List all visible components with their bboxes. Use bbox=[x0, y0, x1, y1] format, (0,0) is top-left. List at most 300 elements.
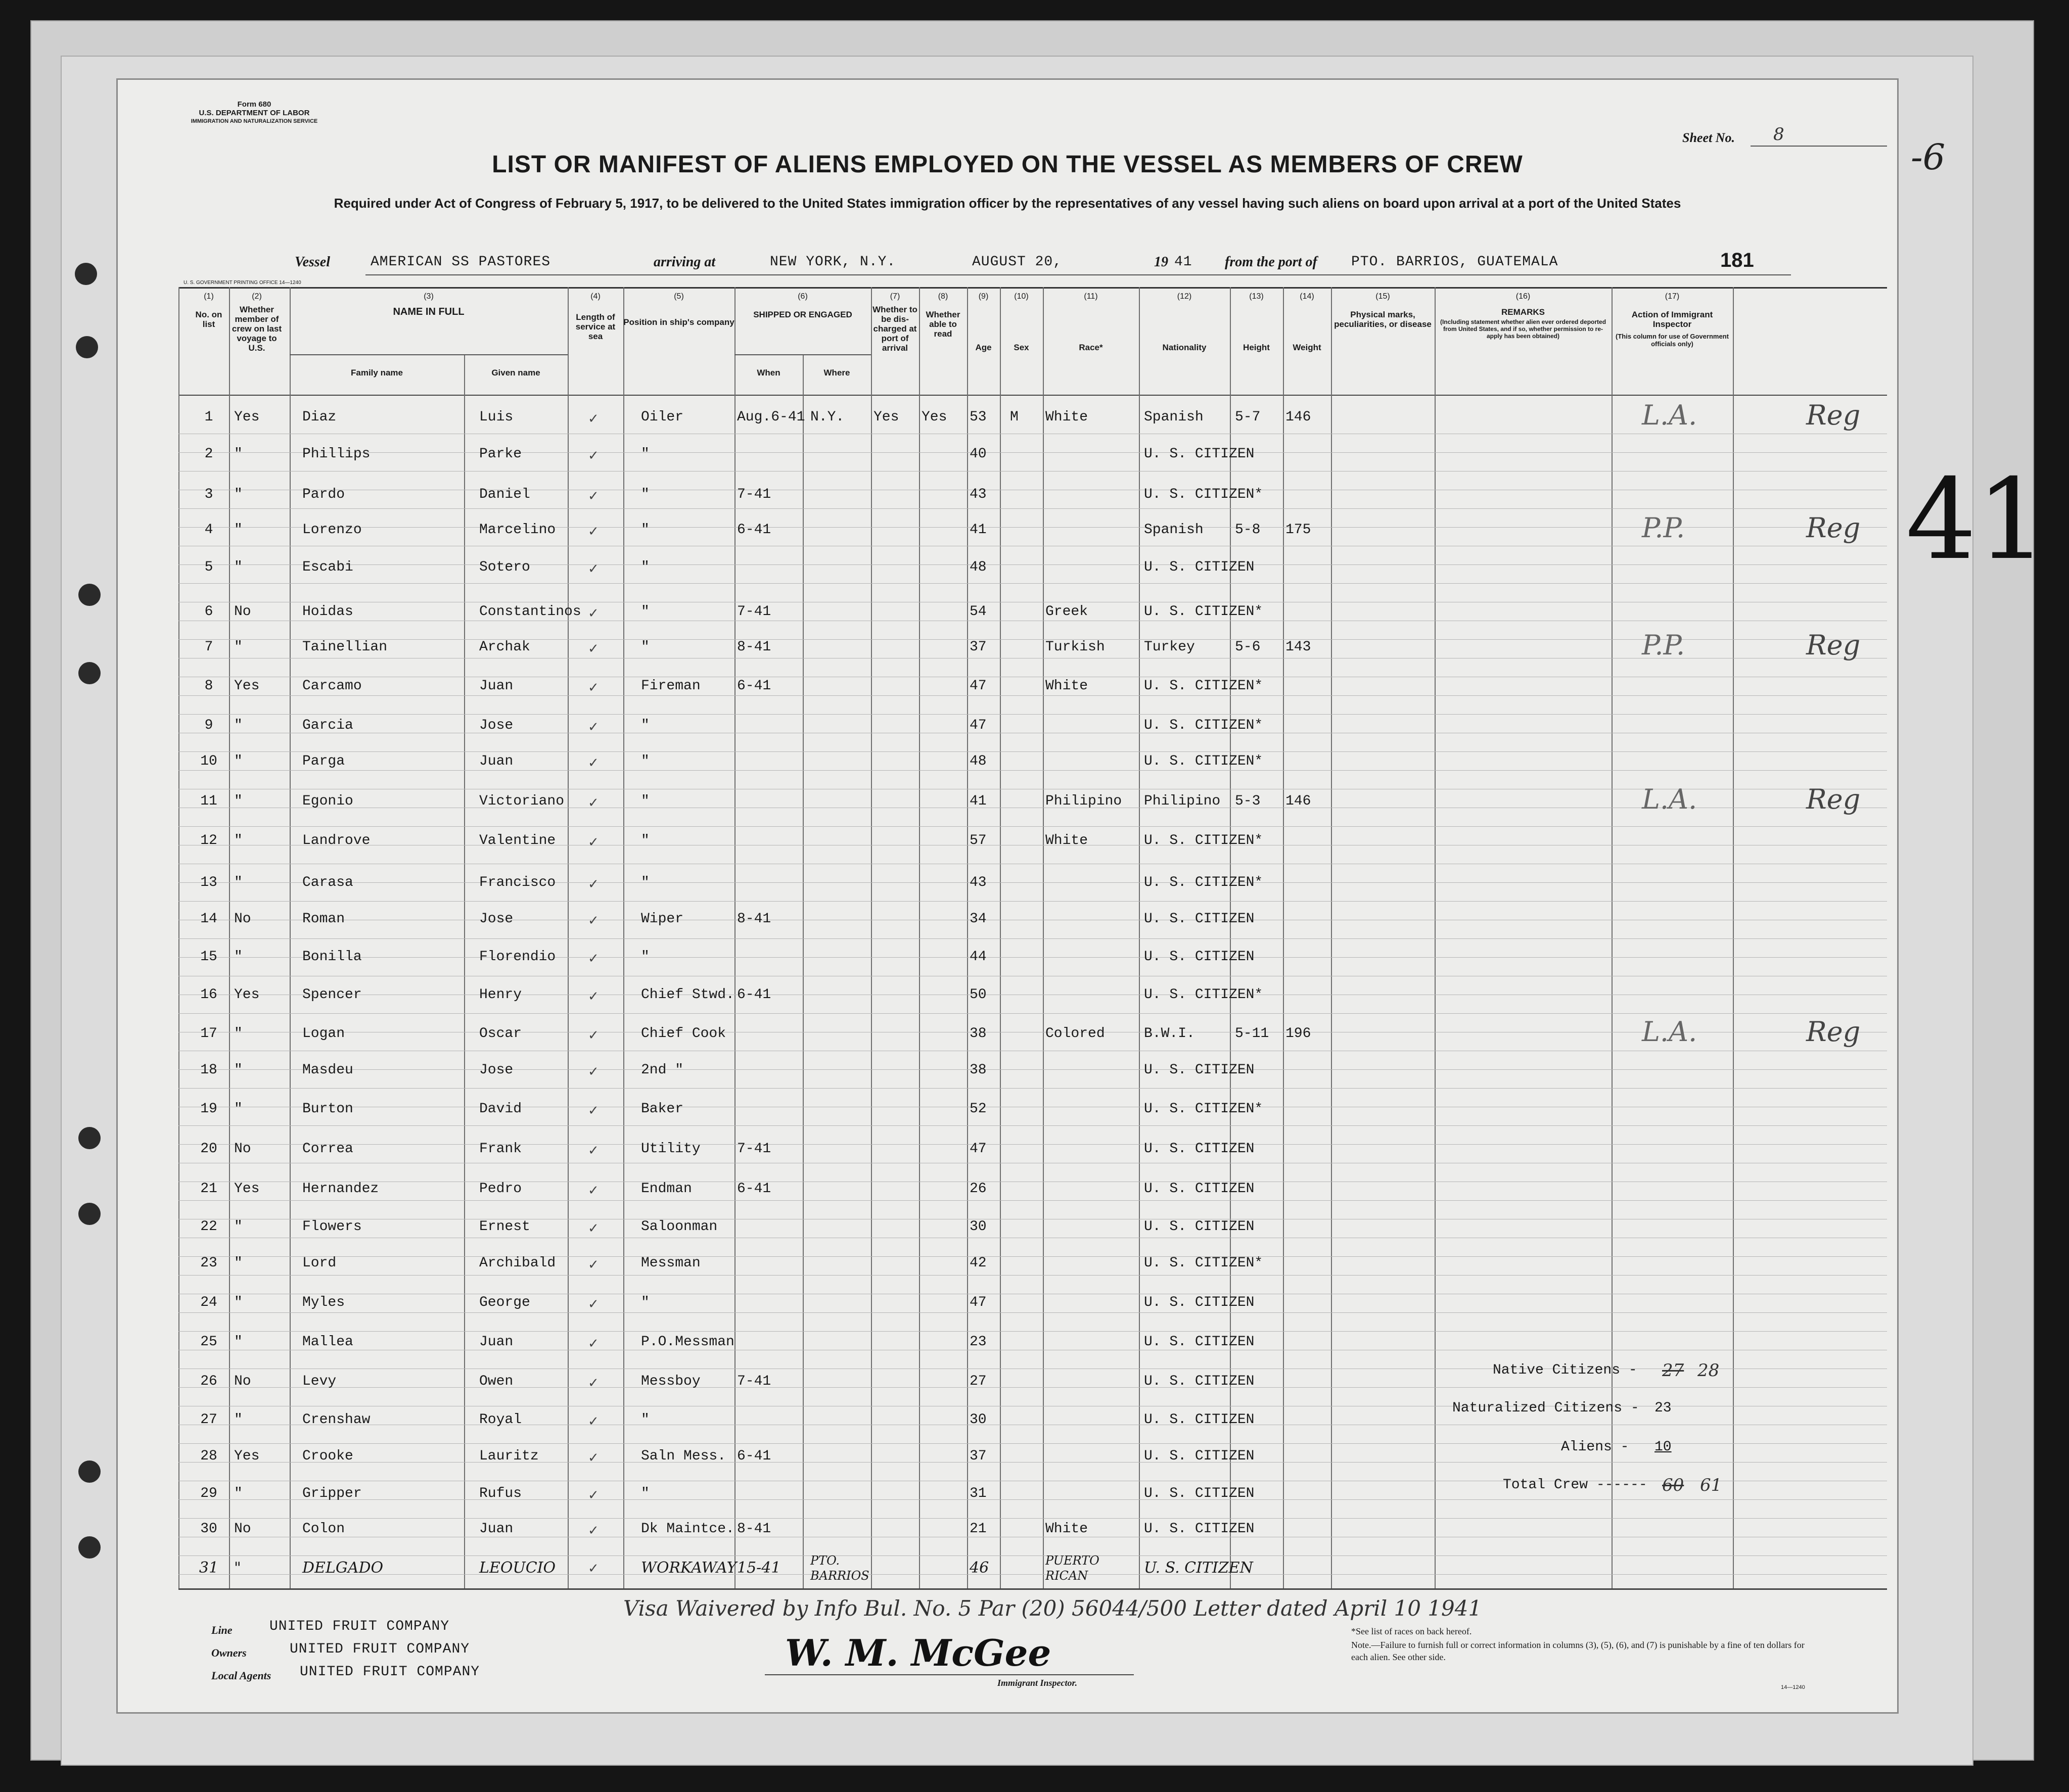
inspector-label: Immigrant Inspector. bbox=[997, 1678, 1078, 1688]
column-divider bbox=[967, 287, 968, 1588]
cell-last: " bbox=[234, 1412, 243, 1428]
cell-family: Mallea bbox=[302, 1334, 353, 1350]
cell-age: 54 bbox=[970, 604, 987, 620]
cell-nationality: Spanish bbox=[1144, 409, 1204, 425]
race-note: *See list of races on back hereof. bbox=[1351, 1626, 1472, 1636]
cell-family: Egonio bbox=[302, 793, 353, 809]
cell-given: Pedro bbox=[479, 1181, 522, 1197]
cell-age: 48 bbox=[970, 559, 987, 575]
form-info bbox=[189, 100, 320, 126]
cell-given: David bbox=[479, 1101, 522, 1117]
service-check-mark: ✓ bbox=[588, 448, 599, 463]
service-check-mark: ✓ bbox=[588, 680, 599, 695]
column-divider bbox=[1435, 287, 1436, 1588]
binder-hole bbox=[78, 662, 101, 684]
service-check-mark: ✓ bbox=[588, 1336, 599, 1351]
cell-given: Juan bbox=[479, 1334, 514, 1350]
vessel-underline bbox=[365, 274, 1791, 275]
row-line bbox=[178, 1574, 1887, 1575]
cell-position: " bbox=[641, 1412, 650, 1428]
cell-age: 52 bbox=[970, 1101, 987, 1117]
cell-age: 44 bbox=[970, 949, 987, 965]
cell-given: Jose bbox=[479, 718, 514, 733]
owners-value: UNITED FRUIT COMPANY bbox=[290, 1641, 470, 1657]
service-check-mark: ✓ bbox=[588, 913, 599, 928]
row-line bbox=[178, 1518, 1887, 1519]
cell-age: 31 bbox=[970, 1486, 987, 1501]
cell-when: 8-41 bbox=[737, 1521, 771, 1537]
cell-no: 2 bbox=[204, 446, 213, 462]
table-top-rule bbox=[178, 287, 1887, 289]
cell-last: " bbox=[234, 559, 243, 575]
colnum-1: (1) bbox=[204, 292, 214, 301]
local-agents-value: UNITED FRUIT COMPANY bbox=[300, 1664, 480, 1680]
cell-age: 37 bbox=[970, 639, 987, 655]
cell-given: Archibald bbox=[479, 1255, 556, 1271]
cell-last: No bbox=[234, 1141, 251, 1157]
cell-last: " bbox=[234, 793, 243, 809]
cell-nationality: U. S. CITIZEN bbox=[1144, 1181, 1255, 1197]
vessel-name: AMERICAN SS PASTORES bbox=[371, 254, 551, 270]
cell-given: Archak bbox=[479, 639, 530, 655]
cell-position: " bbox=[641, 753, 650, 769]
cell-position: Saln Mess. bbox=[641, 1448, 726, 1464]
cell-position: " bbox=[641, 1295, 650, 1310]
service-check-mark: ✓ bbox=[588, 1297, 599, 1312]
cell-position: " bbox=[641, 639, 650, 655]
cell-position: Chief Cook bbox=[641, 1026, 726, 1042]
column-divider bbox=[871, 287, 872, 1588]
row-line bbox=[178, 1144, 1887, 1145]
printing-office: U. S. GOVERNMENT PRINTING OFFICE 14—1240 bbox=[183, 280, 301, 286]
cell-nationality: U. S. CITIZEN bbox=[1144, 1062, 1255, 1078]
cell-no: 23 bbox=[200, 1255, 217, 1271]
cell-no: 13 bbox=[200, 875, 217, 890]
cell-when: 7-41 bbox=[737, 487, 771, 502]
cell-age: 48 bbox=[970, 753, 987, 769]
cell-race: Greek bbox=[1045, 604, 1088, 620]
sheet-line bbox=[1751, 146, 1887, 147]
row-line bbox=[178, 1200, 1887, 1201]
colnum-10: (10) bbox=[1014, 292, 1029, 301]
cell-last: Yes bbox=[234, 409, 260, 425]
cell-age: 47 bbox=[970, 1295, 987, 1310]
cell-given: Valentine bbox=[479, 833, 556, 848]
cell-given: LEOUCIO bbox=[479, 1559, 556, 1577]
colnum-15: (15) bbox=[1375, 292, 1390, 301]
column-divider bbox=[1230, 287, 1231, 1588]
cell-where: N.Y. bbox=[810, 409, 845, 425]
department: U.S. DEPARTMENT OF LABOR bbox=[199, 109, 310, 117]
cell-given: Sotero bbox=[479, 559, 530, 575]
owners-label: Owners bbox=[211, 1646, 247, 1659]
cell-last: " bbox=[234, 1295, 243, 1310]
header-given-name: Given name bbox=[491, 368, 540, 378]
cell-family: Burton bbox=[302, 1101, 353, 1117]
cell-family: Gripper bbox=[302, 1486, 362, 1501]
cell-given: Luis bbox=[479, 409, 514, 425]
cell-nationality: U. S. CITIZEN bbox=[1144, 446, 1255, 462]
cell-position: " bbox=[641, 487, 650, 502]
cell-age: 46 bbox=[970, 1559, 989, 1577]
cell-weight: 146 bbox=[1285, 793, 1311, 809]
cell-no: 30 bbox=[200, 1521, 217, 1537]
year-prefix: 19 bbox=[1154, 254, 1168, 270]
sheet-number: 8 bbox=[1773, 124, 1784, 145]
colnum-2: (2) bbox=[252, 292, 262, 301]
cell-nationality: U. S. CITIZEN bbox=[1144, 1219, 1255, 1235]
cell-position: Wiper bbox=[641, 911, 684, 927]
cell-given: Ernest bbox=[479, 1219, 530, 1235]
cell-family: Parga bbox=[302, 753, 345, 769]
cell-age: 27 bbox=[970, 1374, 987, 1389]
arrival-date: AUGUST 20, bbox=[972, 254, 1063, 270]
cell-family: Colon bbox=[302, 1521, 345, 1537]
colnum-17: (17) bbox=[1665, 292, 1680, 301]
cell-position: " bbox=[641, 559, 650, 575]
cell-given: Florendio bbox=[479, 949, 556, 965]
header-remarks-note: (Including statement whether alien ever ordered deported from United States, and if so, whether permission to re-apply has been obtained) bbox=[1440, 318, 1606, 340]
service-check-mark: ✓ bbox=[588, 1183, 599, 1198]
cell-position: Chief Stwd. bbox=[641, 987, 734, 1003]
cell-height: 5-3 bbox=[1235, 793, 1261, 809]
row-line bbox=[178, 826, 1887, 827]
cell-nationality: U. S. CITIZEN bbox=[1144, 1448, 1255, 1464]
table-header-rule bbox=[178, 395, 1887, 396]
cell-age: 50 bbox=[970, 987, 987, 1003]
row-line bbox=[178, 527, 1887, 528]
header-age: Age bbox=[975, 343, 992, 352]
cell-last: " bbox=[234, 1334, 243, 1350]
service: IMMIGRATION AND NATURALIZATION SERVICE bbox=[191, 118, 318, 124]
cell-last: No bbox=[234, 1521, 251, 1537]
cell-age: 43 bbox=[970, 875, 987, 890]
service-check-mark: ✓ bbox=[588, 641, 599, 656]
cell-age: 23 bbox=[970, 1334, 987, 1350]
cell-age: 37 bbox=[970, 1448, 987, 1464]
cell-last: " bbox=[234, 487, 243, 502]
arriving-port: NEW YORK, N.Y. bbox=[770, 254, 896, 270]
local-agents-label: Local Agents bbox=[211, 1669, 271, 1682]
colnum-9: (9) bbox=[978, 292, 989, 301]
cell-nationality: U. S. CITIZEN bbox=[1144, 1521, 1255, 1537]
cell-no: 11 bbox=[200, 793, 217, 809]
cell-no: 8 bbox=[204, 678, 213, 694]
cell-read: Yes bbox=[922, 409, 947, 425]
row-line bbox=[178, 564, 1887, 565]
cell-age: 40 bbox=[970, 446, 987, 462]
total-crew-old: 60 bbox=[1662, 1475, 1684, 1495]
cell-given: Juan bbox=[479, 1521, 514, 1537]
cell-when: 6-41 bbox=[737, 678, 771, 694]
cell-last: " bbox=[234, 875, 243, 890]
cell-when: 8-41 bbox=[737, 911, 771, 927]
cell-age: 42 bbox=[970, 1255, 987, 1271]
stamp-number: 181 bbox=[1720, 249, 1754, 271]
colnum-13: (13) bbox=[1249, 292, 1264, 301]
cell-height: 5-6 bbox=[1235, 639, 1261, 655]
cell-family: Landrove bbox=[302, 833, 371, 848]
cell-position: Messboy bbox=[641, 1374, 701, 1389]
form-code: 14—1240 bbox=[1781, 1684, 1805, 1690]
cell-age: 21 bbox=[970, 1521, 987, 1537]
inspector-action-initials: P.P. bbox=[1642, 629, 1685, 661]
cell-no: 3 bbox=[204, 487, 213, 502]
header-action: Action of Immigrant Inspector bbox=[1631, 310, 1713, 329]
cell-weight: 143 bbox=[1285, 639, 1311, 655]
cell-position: P.O.Messman bbox=[641, 1334, 734, 1350]
cell-no: 31 bbox=[199, 1559, 219, 1577]
native-citizens-label: Native Citizens - bbox=[1493, 1362, 1637, 1378]
native-citizens-old: 27 bbox=[1662, 1360, 1684, 1381]
row-line bbox=[178, 1312, 1887, 1313]
cell-height: 5-7 bbox=[1235, 409, 1261, 425]
cell-position: Saloonman bbox=[641, 1219, 718, 1235]
cell-no: 28 bbox=[200, 1448, 217, 1464]
shipped-subrule bbox=[734, 354, 871, 355]
inspector-action-status: Reg bbox=[1806, 512, 1861, 544]
cell-position: " bbox=[641, 875, 650, 890]
service-check-mark: ✓ bbox=[588, 1450, 599, 1466]
column-divider bbox=[1000, 287, 1001, 1588]
cell-no: 22 bbox=[200, 1219, 217, 1235]
cell-nationality: Turkey bbox=[1144, 639, 1195, 655]
cell-family: Hernandez bbox=[302, 1181, 379, 1197]
cell-nationality: U. S. CITIZEN bbox=[1144, 949, 1255, 965]
cell-no: 29 bbox=[200, 1486, 217, 1501]
cell-family: Carcamo bbox=[302, 678, 362, 694]
aliens-value: 10 bbox=[1654, 1439, 1672, 1455]
binder-hole bbox=[78, 584, 101, 606]
cell-nationality: U. S. CITIZEN bbox=[1144, 911, 1255, 927]
cell-position: " bbox=[641, 604, 650, 620]
cell-no: 12 bbox=[200, 833, 217, 848]
cell-age: 34 bbox=[970, 911, 987, 927]
name-subrule bbox=[290, 354, 568, 355]
cell-position: " bbox=[641, 718, 650, 733]
cell-position: 2nd " bbox=[641, 1062, 684, 1078]
cell-race: White bbox=[1045, 1521, 1088, 1537]
cell-no: 1 bbox=[204, 409, 213, 425]
cell-family: Myles bbox=[302, 1295, 345, 1310]
header-nationality: Nationality bbox=[1162, 343, 1207, 352]
cell-position: Endman bbox=[641, 1181, 692, 1197]
cell-family: Lord bbox=[302, 1255, 337, 1271]
page-subtitle: Required under Act of Congress of February 5, 1917, to be delivered to the United States immigration officer by the representatives of any vessel having such aliens on board upon arrival at a port of the United States bbox=[334, 196, 1681, 211]
service-check-mark: ✓ bbox=[588, 1221, 599, 1236]
service-check-mark: ✓ bbox=[588, 561, 599, 577]
cell-given: Jose bbox=[479, 1062, 514, 1078]
row-line bbox=[178, 1443, 1887, 1444]
binder-hole bbox=[78, 1127, 101, 1149]
cell-nationality: U. S. CITIZEN* bbox=[1144, 604, 1263, 620]
header-name-in-full: NAME IN FULL bbox=[393, 306, 465, 317]
cell-family: Spencer bbox=[302, 987, 362, 1003]
row-line bbox=[178, 1275, 1887, 1276]
service-check-mark: ✓ bbox=[588, 1488, 599, 1503]
cell-family: Logan bbox=[302, 1026, 345, 1042]
cell-given: Francisco bbox=[479, 875, 556, 890]
cell-last: " bbox=[234, 718, 243, 733]
cell-family: Tainellian bbox=[302, 639, 388, 655]
service-check-mark: ✓ bbox=[588, 1103, 599, 1118]
cell-given: Owen bbox=[479, 1374, 514, 1389]
cell-nationality: U. S. CITIZEN bbox=[1144, 559, 1255, 575]
header-when: When bbox=[757, 368, 780, 378]
service-check-mark: ✓ bbox=[588, 1561, 599, 1576]
cell-no: 5 bbox=[204, 559, 213, 575]
inspector-signature: W. M. McGee bbox=[785, 1631, 1051, 1674]
header-race: Race* bbox=[1079, 343, 1103, 352]
cell-family: Phillips bbox=[302, 446, 371, 462]
cell-nationality: U. S. CITIZEN bbox=[1144, 1374, 1255, 1389]
inspector-action-status: Reg bbox=[1806, 1016, 1861, 1048]
cell-age: 38 bbox=[970, 1026, 987, 1042]
cell-nationality: U. S. CITIZEN* bbox=[1144, 678, 1263, 694]
cell-last: " bbox=[234, 1062, 243, 1078]
cell-nationality: U. S. CITIZEN* bbox=[1144, 718, 1263, 733]
row-line bbox=[178, 1462, 1887, 1463]
cell-given: Juan bbox=[479, 678, 514, 694]
side-mark: 41 bbox=[1906, 455, 2047, 584]
service-check-mark: ✓ bbox=[588, 951, 599, 966]
cell-family: DELGADO bbox=[302, 1559, 384, 1577]
cell-last: Yes bbox=[234, 1448, 260, 1464]
cell-last: " bbox=[234, 949, 243, 965]
cell-position: " bbox=[641, 446, 650, 462]
row-line bbox=[178, 1331, 1887, 1332]
column-divider bbox=[803, 355, 804, 1588]
cell-when: 15-41 bbox=[737, 1559, 781, 1577]
cell-no: 24 bbox=[200, 1295, 217, 1310]
visa-note: Visa Waivered by Info Bul. No. 5 Par (20) 56044/500 Letter dated April 10 1941 bbox=[623, 1596, 1482, 1621]
column-divider bbox=[568, 287, 569, 1588]
cell-nationality: U. S. CITIZEN* bbox=[1144, 1255, 1263, 1271]
cell-last: " bbox=[234, 1255, 243, 1271]
line-value: UNITED FRUIT COMPANY bbox=[269, 1619, 450, 1634]
year-suffix: 41 bbox=[1174, 254, 1192, 270]
cell-position: Oiler bbox=[641, 409, 684, 425]
form-number: Form 680 bbox=[237, 100, 271, 109]
from-label: from the port of bbox=[1225, 254, 1317, 270]
sheet-label: Sheet No. bbox=[1682, 130, 1735, 145]
cell-no: 20 bbox=[200, 1141, 217, 1157]
cell-when: 7-41 bbox=[737, 604, 771, 620]
column-divider bbox=[229, 287, 230, 1588]
cell-race: PUERTO RICAN bbox=[1045, 1553, 1099, 1583]
service-check-mark: ✓ bbox=[588, 795, 599, 811]
cell-no: 15 bbox=[200, 949, 217, 965]
cell-no: 26 bbox=[200, 1374, 217, 1389]
from-port: PTO. BARRIOS, GUATEMALA bbox=[1351, 254, 1558, 270]
table-bottom-rule bbox=[178, 1588, 1887, 1590]
cell-family: Escabi bbox=[302, 559, 353, 575]
header-length-service: Length of service at sea bbox=[575, 312, 616, 341]
corner-mark: -6 bbox=[1911, 136, 1946, 178]
cell-position: " bbox=[641, 1486, 650, 1501]
service-check-mark: ✓ bbox=[588, 720, 599, 735]
cell-when: 7-41 bbox=[737, 1141, 771, 1157]
service-check-mark: ✓ bbox=[588, 1523, 599, 1538]
cell-nationality: U. S. CITIZEN* bbox=[1144, 833, 1263, 848]
aliens-label: Aliens - bbox=[1561, 1439, 1629, 1455]
cell-age: 47 bbox=[970, 718, 987, 733]
cell-race: Turkish bbox=[1045, 639, 1105, 655]
cell-no: 10 bbox=[200, 753, 217, 769]
cell-race: White bbox=[1045, 409, 1088, 425]
header-no-on-list: No. on list bbox=[195, 310, 222, 329]
cell-last: No bbox=[234, 1374, 251, 1389]
cell-weight: 175 bbox=[1285, 522, 1311, 538]
cell-given: Daniel bbox=[479, 487, 530, 502]
cell-family: Garcia bbox=[302, 718, 353, 733]
header-physical: Physical marks, peculiarities, or disease bbox=[1334, 310, 1432, 329]
cell-height: 5-11 bbox=[1235, 1026, 1269, 1042]
header-where: Where bbox=[823, 368, 850, 378]
service-check-mark: ✓ bbox=[588, 756, 599, 771]
column-divider bbox=[1283, 287, 1284, 1588]
cell-family: Masdeu bbox=[302, 1062, 353, 1078]
cell-age: 38 bbox=[970, 1062, 987, 1078]
cell-position: Utility bbox=[641, 1141, 701, 1157]
header-action-note: (This column for use of Government officials only) bbox=[1616, 333, 1729, 348]
colnum-3: (3) bbox=[424, 292, 434, 301]
cell-last: " bbox=[234, 753, 243, 769]
cell-given: Parke bbox=[479, 446, 522, 462]
column-divider bbox=[1733, 287, 1734, 1588]
cell-given: Royal bbox=[479, 1412, 522, 1428]
cell-when: 6-41 bbox=[737, 1181, 771, 1197]
line-label: Line bbox=[211, 1624, 233, 1636]
service-check-mark: ✓ bbox=[588, 489, 599, 504]
cell-given: Juan bbox=[479, 753, 514, 769]
cell-last: Yes bbox=[234, 678, 260, 694]
row-line bbox=[178, 1125, 1887, 1126]
cell-when: 6-41 bbox=[737, 522, 771, 538]
row-line bbox=[178, 1013, 1887, 1014]
cell-nationality: U. S. CITIZEN bbox=[1144, 1559, 1253, 1577]
cell-given: George bbox=[479, 1295, 530, 1310]
service-check-mark: ✓ bbox=[588, 1257, 599, 1272]
cell-position: WORKAWAY bbox=[641, 1559, 737, 1577]
cell-given: Lauritz bbox=[479, 1448, 539, 1464]
colnum-12: (12) bbox=[1177, 292, 1192, 301]
colnum-6: (6) bbox=[798, 292, 808, 301]
cell-family: Carasa bbox=[302, 875, 353, 890]
cell-when: 6-41 bbox=[737, 987, 771, 1003]
cell-given: Henry bbox=[479, 987, 522, 1003]
cell-race: Philipino bbox=[1045, 793, 1122, 809]
column-divider bbox=[1612, 287, 1613, 1588]
inspector-action-initials: P.P. bbox=[1642, 512, 1685, 544]
cell-nationality: U. S. CITIZEN bbox=[1144, 1141, 1255, 1157]
cell-family: Hoidas bbox=[302, 604, 353, 620]
cell-nationality: B.W.I. bbox=[1144, 1026, 1195, 1042]
header-remarks: REMARKS bbox=[1501, 307, 1545, 317]
row-line bbox=[178, 583, 1887, 584]
binder-hole bbox=[78, 1460, 101, 1483]
service-check-mark: ✓ bbox=[588, 606, 599, 621]
cell-nationality: Philipino bbox=[1144, 793, 1221, 809]
total-crew-new: 61 bbox=[1700, 1475, 1722, 1495]
header-family-name: Family name bbox=[351, 368, 403, 378]
row-line bbox=[178, 452, 1887, 453]
inspector-action-initials: L.A. bbox=[1642, 1016, 1697, 1048]
cell-no: 16 bbox=[200, 987, 217, 1003]
cell-when: 7-41 bbox=[737, 1374, 771, 1389]
cell-no: 25 bbox=[200, 1334, 217, 1350]
cell-weight: 146 bbox=[1285, 409, 1311, 425]
